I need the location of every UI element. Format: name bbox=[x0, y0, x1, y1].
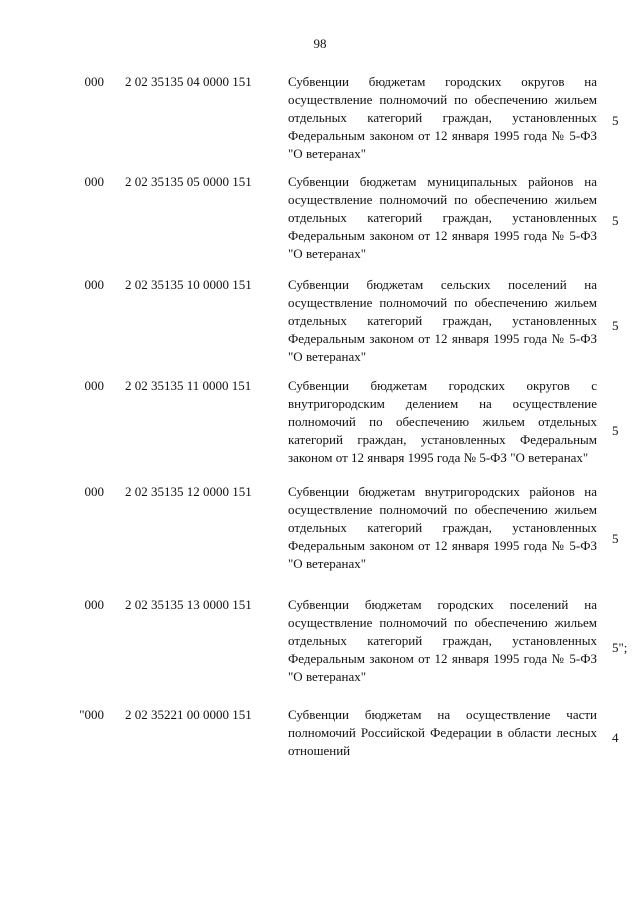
revenue-description: Субвенции бюджетам сельских поселений на осуществление полномочий по обеспечению жильем отдельных категорий граждан, установленных Федеральным законом от 12 января 1995 года № 5-ФЗ "О ветеранах" bbox=[288, 277, 597, 364]
admin-code: 000 bbox=[84, 277, 104, 292]
budget-classification-code: 2 02 35135 11 0000 151 bbox=[125, 378, 252, 393]
admin-code: 000 bbox=[84, 378, 104, 393]
amount-value: 5 bbox=[612, 531, 619, 546]
budget-classification-code: 2 02 35135 13 0000 151 bbox=[125, 597, 252, 612]
admin-code: 000 bbox=[84, 484, 104, 499]
budget-classification-code: 2 02 35135 05 0000 151 bbox=[125, 174, 252, 189]
budget-classification-code: 2 02 35135 12 0000 151 bbox=[125, 484, 252, 499]
budget-classification-code: 2 02 35135 04 0000 151 bbox=[125, 74, 252, 89]
revenue-description: Субвенции бюджетам городских округов на осуществление полномочий по обеспечению жильем отдельных категорий граждан, установленных Федеральным законом от 12 января 1995 года № 5-ФЗ "О ветеранах" bbox=[288, 74, 597, 161]
amount-value: 4 bbox=[612, 730, 619, 745]
admin-code: 000 bbox=[84, 597, 104, 612]
revenue-description: Субвенции бюджетам городских поселений на осуществление полномочий по обеспечению жильем отдельных категорий граждан, установленных Федеральным законом от 12 января 1995 года № 5-ФЗ "О ветеранах" bbox=[288, 597, 597, 684]
amount-value: 5 bbox=[612, 318, 619, 333]
revenue-description: Субвенции бюджетам внутригородских районов на осуществление полномочий по обеспечению жильем отдельных категорий граждан, установленных Федеральным законом от 12 января 1995 года № 5-ФЗ "О ветеранах" bbox=[288, 484, 597, 571]
admin-code: "000 bbox=[79, 707, 104, 722]
revenue-description: Субвенции бюджетам на осуществление части полномочий Российской Федерации в области лесных отношений bbox=[288, 707, 597, 758]
budget-classification-code: 2 02 35135 10 0000 151 bbox=[125, 277, 252, 292]
amount-value: 5 bbox=[612, 423, 619, 438]
page-number: 98 bbox=[313, 36, 327, 51]
amount-value: 5"; bbox=[612, 640, 628, 655]
revenue-description: Субвенции бюджетам городских округов с внутригородским делением на осуществление полномочий по обеспечению жильем отдельных категорий граждан, установленных Федеральным законом от 12 января 1995 года № 5-ФЗ "О ветеранах" bbox=[288, 378, 597, 465]
admin-code: 000 bbox=[84, 74, 104, 89]
amount-value: 5 bbox=[612, 213, 619, 228]
revenue-description: Субвенции бюджетам муниципальных районов на осуществление полномочий по обеспечению жильем отдельных категорий граждан, установленных Федеральным законом от 12 января 1995 года № 5-ФЗ "О ветеранах" bbox=[288, 174, 597, 261]
admin-code: 000 bbox=[84, 174, 104, 189]
budget-classification-code: 2 02 35221 00 0000 151 bbox=[125, 707, 252, 722]
amount-value: 5 bbox=[612, 113, 619, 128]
